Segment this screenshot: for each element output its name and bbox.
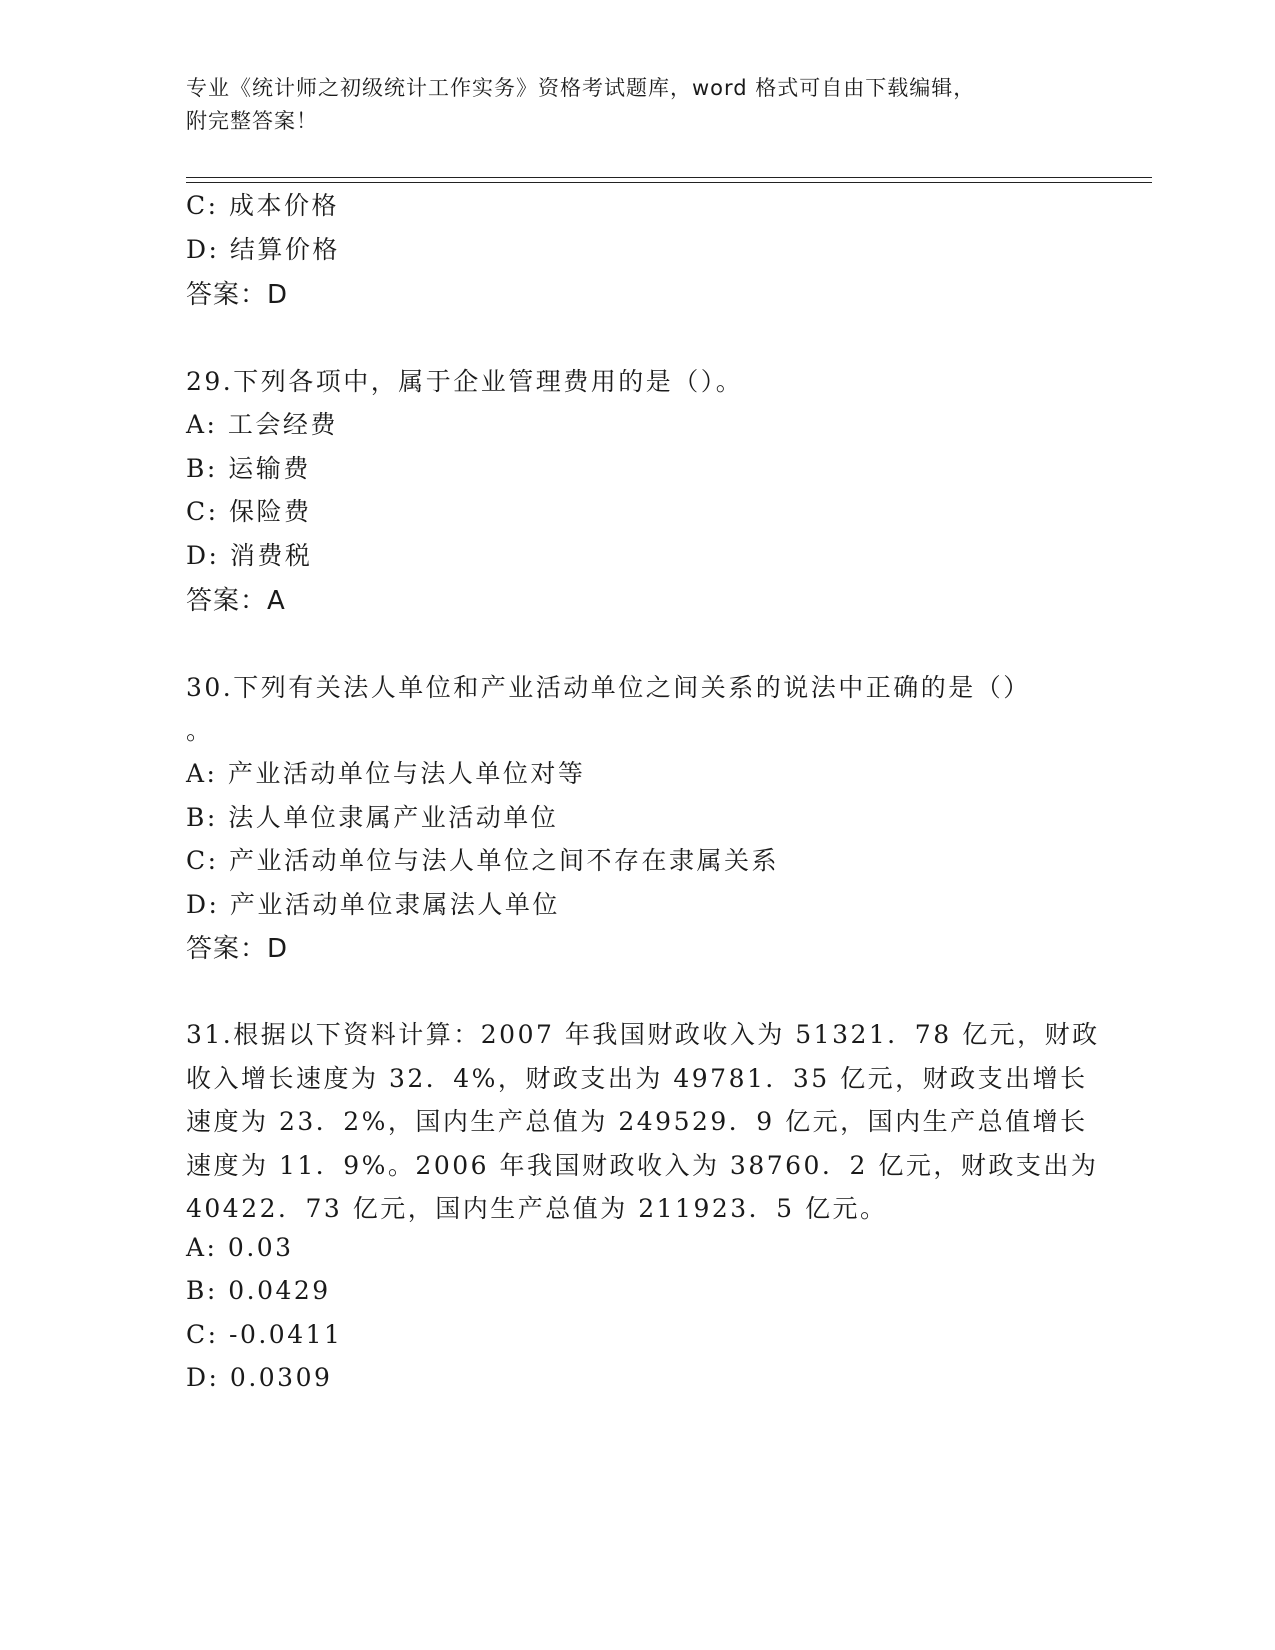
q30-stem-line-1: 30.下列有关法人单位和产业活动单位之间关系的说法中正确的是（）	[186, 673, 1031, 702]
q30-option-d: D: 产业活动单位隶属法人单位	[186, 890, 560, 919]
prev-option-d: D: 结算价格	[186, 235, 340, 264]
header-divider-top	[186, 177, 1152, 178]
q30-option-c: C: 产业活动单位与法人单位之间不存在隶属关系	[186, 846, 779, 875]
q29-option-b: B: 运输费	[186, 454, 311, 483]
header-line-1: 专业《统计师之初级统计工作实务》资格考试题库，word 格式可自由下载编辑，	[186, 76, 976, 100]
q31-stem-line-2: 收入增长速度为 32．4%，财政支出为 49781．35 亿元，财政支出增长	[186, 1064, 1088, 1093]
q29-answer: 答案：A	[186, 586, 286, 616]
prev-option-c: C: 成本价格	[186, 191, 339, 220]
q31-stem-line-3: 速度为 23．2%，国内生产总值为 249529．9 亿元，国内生产总值增长	[186, 1107, 1088, 1136]
q29-stem: 29.下列各项中，属于企业管理费用的是（）。	[186, 367, 744, 396]
q29-option-a: A: 工会经费	[186, 410, 338, 439]
q30-option-a: A: 产业活动单位与法人单位对等	[186, 759, 586, 788]
q31-option-d: D: 0.0309	[186, 1363, 333, 1392]
q31-option-b: B: 0.0429	[186, 1276, 331, 1305]
header-line-2: 附完整答案！	[186, 109, 318, 133]
q30-stem-line-2: 。	[186, 716, 214, 745]
q31-stem-line-4: 速度为 11．9%。2006 年我国财政收入为 38760．2 亿元，财政支出为	[186, 1151, 1099, 1180]
q31-option-c: C: -0.0411	[186, 1320, 343, 1349]
q31-option-a: A: 0.03	[186, 1233, 294, 1262]
document-header	[186, 72, 1066, 138]
q31-stem-line-1: 31.根据以下资料计算：2007 年我国财政收入为 51321．78 亿元，财政	[186, 1020, 1100, 1049]
q29-option-c: C: 保险费	[186, 497, 312, 526]
prev-answer: 答案：D	[186, 280, 289, 310]
q31-stem-line-5: 40422．73 亿元，国内生产总值为 211923．5 亿元。	[186, 1194, 888, 1223]
header-divider-bottom	[186, 182, 1152, 183]
q30-option-b: B: 法人单位隶属产业活动单位	[186, 803, 559, 832]
q29-option-d: D: 消费税	[186, 541, 313, 570]
q30-answer: 答案：D	[186, 934, 289, 964]
